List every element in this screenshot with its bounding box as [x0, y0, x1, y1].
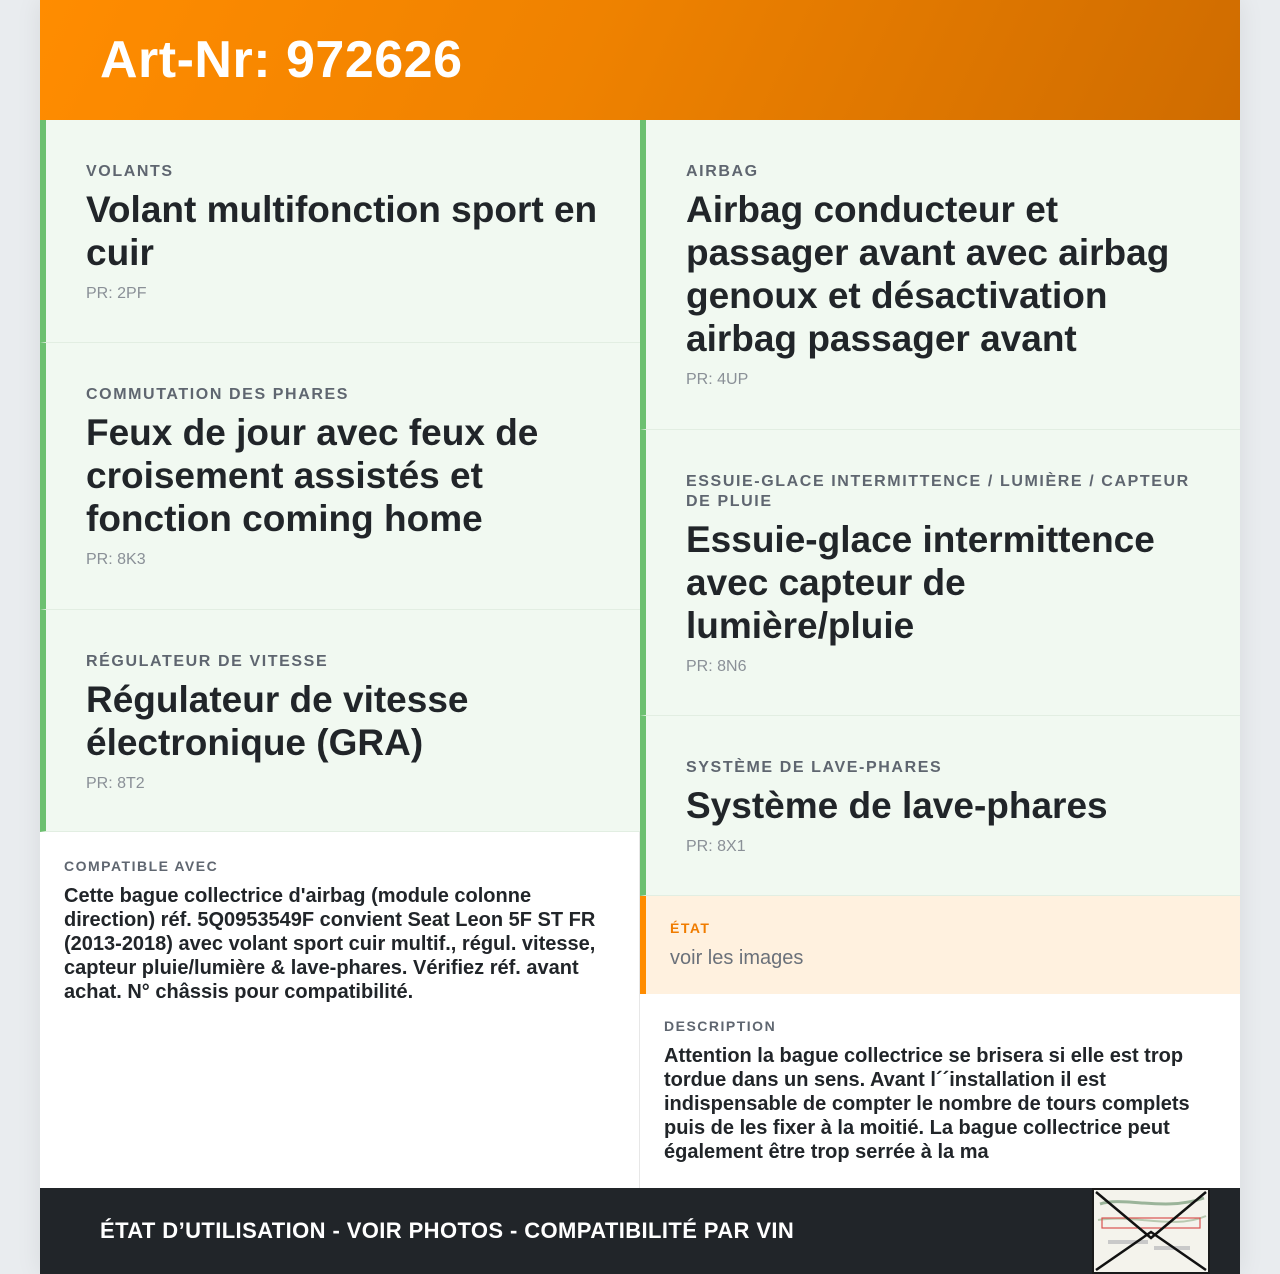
- page: [40, 0, 1240, 1274]
- header: [40, 0, 1240, 120]
- etat-section: [640, 896, 1240, 994]
- description-text: Attention la bague collectrice se brisera si elle est trop tordue dans un sens. Avant l´´installation il est indispensable de compter le nombre de tours complets puis de les fixer à la moitié. La bague collectrice peut également être trop serrée à la ma: [664, 1045, 1190, 1163]
- compatibility-section: [40, 832, 640, 1188]
- compatibility-text: Cette bague collectrice d'airbag (module colonne direction) réf. 5Q0953549F convient Seat Leon 5F ST FR (2013-2018) avec volant sport cuir multif., régul. vitesse, capteur pluie/lumière & lave-phares. Vérifiez réf. avant achat. N° châssis pour compatibilité.: [64, 885, 596, 1003]
- etat-value: voir les images: [670, 947, 804, 969]
- feature-card-essuie-glace: [640, 430, 1240, 716]
- feature-card-airbag: [640, 120, 1240, 430]
- feature-pr-code: PR: 2PF: [86, 285, 147, 302]
- document-thumbnail[interactable]: [1092, 1188, 1210, 1274]
- footer: [40, 1188, 1240, 1274]
- feature-category: AIRBAG: [686, 163, 759, 180]
- feature-category: SYSTÈME DE LAVE-PHARES: [686, 759, 943, 776]
- feature-card-regulateur: [40, 610, 640, 832]
- feature-title: Système de lave-phares: [686, 785, 1108, 826]
- envelope-stamp-icon: [1094, 1190, 1208, 1272]
- feature-card-volants: [40, 120, 640, 343]
- content-grid: [40, 120, 1240, 1188]
- feature-category: VOLANTS: [86, 163, 174, 180]
- description-section: [640, 994, 1240, 1188]
- right-column: [640, 120, 1240, 1188]
- feature-title: Feux de jour avec feux de croisement assistés et fonction coming home: [86, 412, 539, 539]
- footer-text: ÉTAT D’UTILISATION - VOIR PHOTOS - COMPATIBILITÉ PAR VIN: [100, 1218, 795, 1243]
- feature-pr-code: PR: 8N6: [686, 658, 747, 675]
- left-column: [40, 120, 640, 1188]
- description-label: DESCRIPTION: [664, 1018, 777, 1034]
- page-title: Art-Nr: 972626: [100, 31, 463, 89]
- feature-title: Régulateur de vitesse électronique (GRA): [86, 679, 469, 763]
- feature-category: ESSUIE-GLACE INTERMITTENCE / LUMIÈRE / CAPTEUR DE PLUIE: [686, 473, 1190, 510]
- feature-title: Essuie-glace intermittence avec capteur de lumière/pluie: [686, 519, 1155, 646]
- compatibility-label: COMPATIBLE AVEC: [64, 858, 219, 874]
- feature-category: COMMUTATION DES PHARES: [86, 386, 350, 403]
- feature-pr-code: PR: 8X1: [686, 838, 746, 855]
- feature-card-phares: [40, 343, 640, 610]
- feature-pr-code: PR: 4UP: [686, 371, 749, 388]
- feature-title: Airbag conducteur et passager avant avec airbag genoux et désactivation airbag passager avant: [686, 189, 1170, 359]
- feature-pr-code: PR: 8K3: [86, 551, 146, 568]
- feature-pr-code: PR: 8T2: [86, 775, 145, 792]
- etat-label: ÉTAT: [670, 920, 711, 936]
- feature-card-lave-phares: [640, 716, 1240, 896]
- feature-title: Volant multifonction sport en cuir: [86, 189, 598, 273]
- feature-category: RÉGULATEUR DE VITESSE: [86, 653, 329, 670]
